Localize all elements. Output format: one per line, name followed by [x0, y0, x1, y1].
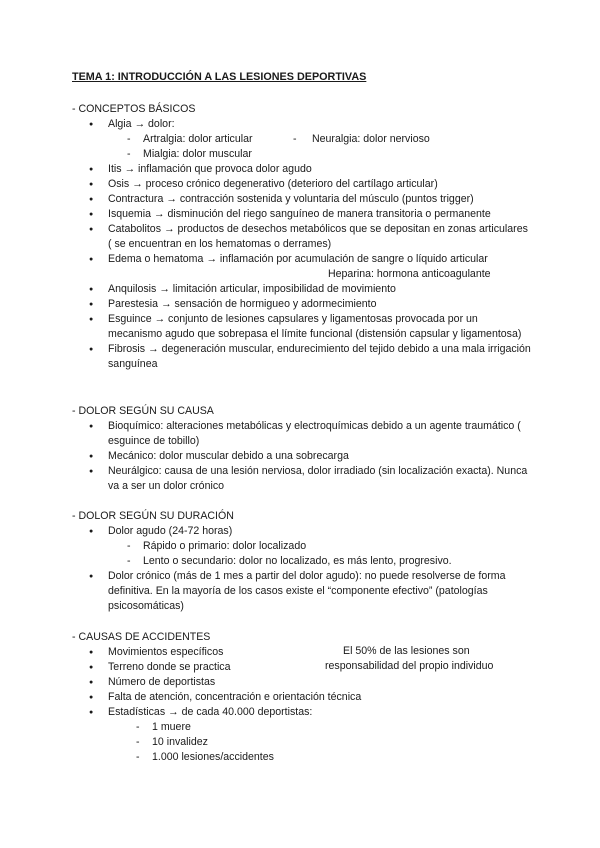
list-item: [72, 524, 532, 569]
sub-item: - Artralgia: dolor articular - Neuralgia: dolor nervioso: [108, 132, 532, 147]
list-item: [72, 705, 532, 765]
sub-item: - Rápido o primario: dolor localizado: [108, 539, 532, 554]
list-item: [72, 117, 532, 162]
list-item: ● Esguince → conjunto de lesiones capsulares y ligamentosas provocada por un mecanismo agudo que sobrepasa el límite funcional (distensión capsular y ligamentosa): [72, 312, 532, 342]
section-dolor-duracion: [72, 508, 532, 614]
responsibility-note-line2: responsabilidad del propio individuo: [325, 660, 494, 672]
section-heading: - CAUSAS DE ACCIDENTES: [72, 631, 211, 643]
list-item-text: ● Dolor agudo (24-72 horas): [108, 525, 233, 537]
sub-item-text: Neuralgia: dolor nervioso: [312, 133, 430, 145]
list-item: ● Dolor crónico (más de 1 mes a partir del dolor agudo): no puede resolverse de forma definitiva. En la mayoría de los casos existe el “componente efectivo” (patologías psicosomáticas): [72, 569, 532, 614]
list-item: ● Isquemia → disminución del riego sanguíneo de manera transitoria o permanente: [72, 207, 532, 222]
section-causas: [72, 629, 532, 765]
list-item: ● Terreno donde se practica: [72, 660, 532, 675]
list-item-text: ● Estadísticas → de cada 40.000 deportistas:: [108, 706, 313, 718]
section-heading: - DOLOR SEGÚN SU DURACIÓN: [72, 510, 234, 522]
sub-item: - 10 invalidez: [117, 735, 532, 750]
section-dolor-causa: [72, 403, 532, 494]
list-item: ● Fibrosis → degeneración muscular, endurecimiento del tejido debido a una mala irrigación sanguínea: [72, 342, 532, 372]
sub-item-text: Artralgia: dolor articular: [143, 133, 253, 145]
sub-item: - Lento o secundario: dolor no localizado, es más lento, progresivo.: [108, 554, 532, 569]
list-item: ● Falta de atención, concentración e orientación técnica: [72, 690, 532, 705]
list-item: ● Mecánico: dolor muscular debido a una sobrecarga: [72, 449, 532, 464]
sub-item-text: Mialgia: dolor muscular: [143, 148, 252, 160]
section-heading: - CONCEPTOS BÁSICOS: [72, 103, 196, 115]
responsibility-note-line1: El 50% de las lesiones son: [343, 645, 470, 657]
sub-item: [108, 147, 532, 162]
list-item: ● Neurálgico: causa de una lesión nerviosa, dolor irradiado (sin localización exacta). Nunca va a ser un dolor crónico: [72, 464, 532, 494]
list-item: ● Bioquímico: alteraciones metabólicas y electroquímicas debido a un agente traumático ( esguince de tobillo): [72, 419, 532, 449]
list-item: ● Anquilosis → limitación articular, imposibilidad de movimiento: [72, 282, 532, 297]
list-item: ● Itis → inflamación que provoca dolor agudo: [72, 162, 532, 177]
list-item-text: Algia → dolor:: [108, 118, 175, 130]
list-item: ● Movimientos específicos: [72, 645, 532, 660]
list-item-text: ● Edema o hematoma → inflamación por acumulación de sangre o líquido articular: [108, 253, 488, 265]
list-item: ● Catabolitos → productos de desechos metabólicos que se depositan en zonas articulares ( se encuentran en los hematomas o derrames): [72, 222, 532, 252]
section-heading: - DOLOR SEGÚN SU CAUSA: [72, 405, 214, 417]
heparina-note: Heparina: hormona anticoagulante: [328, 268, 491, 280]
section-conceptos: [72, 101, 532, 372]
list-item: ● Contractura → contracción sostenida y voluntaria del músculo (puntos trigger): [72, 192, 532, 207]
list-item: ● Osis → proceso crónico degenerativo (deterioro del cartílago articular): [72, 177, 532, 192]
sub-item: - 1.000 lesiones/accidentes: [117, 750, 532, 765]
list-item: ● Número de deportistas: [72, 675, 532, 690]
list-item: [72, 252, 532, 282]
page-title: TEMA 1: INTRODUCCIÓN A LAS LESIONES DEPORTIVAS: [72, 71, 367, 83]
list-item: ● Parestesia → sensación de hormigueo y adormecimiento: [72, 297, 532, 312]
sub-item: - 1 muere: [117, 720, 532, 735]
